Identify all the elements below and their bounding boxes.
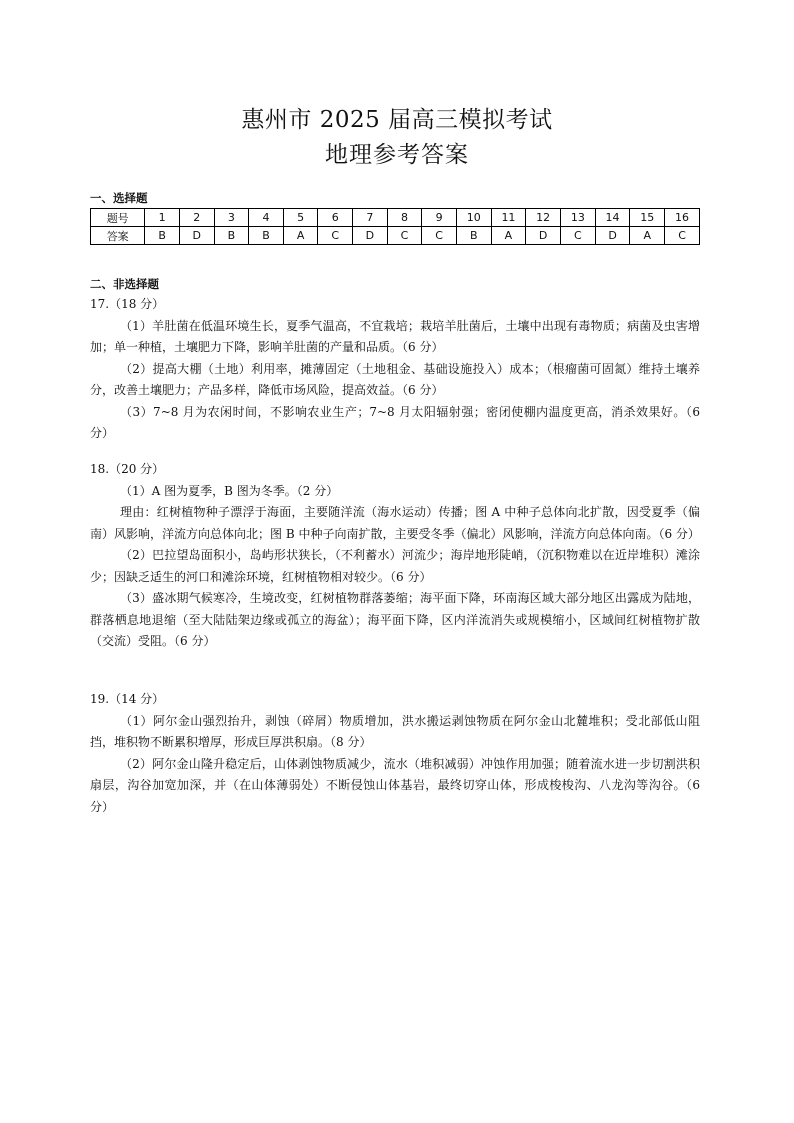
table-cell: 5 — [283, 209, 318, 227]
table-cell: 15 — [630, 209, 665, 227]
table-cell: 2 — [179, 209, 214, 227]
table-cell: C — [318, 227, 353, 245]
question-19-answer-1: （1）阿尔金山强烈抬升，剥蚀（碎屑）物质增加，洪水搬运剥蚀物质在阿尔金山北麓堆积；受北部低山阻挡，堆积物不断累积增厚，形成巨厚洪积扇。（8 分） — [90, 713, 700, 749]
table-cell: C — [422, 227, 457, 245]
question-17-heading: 17.（18 分） — [90, 297, 165, 311]
table-cell: 11 — [491, 209, 526, 227]
question-17-block — [90, 294, 700, 445]
section-choice-title: 一、选择题 — [90, 191, 148, 205]
table-cell: 1 — [145, 209, 180, 227]
question-18-answer-3: （3）盛冰期气候寒冷，生境改变，红树植物群落萎缩；海平面下降，环南海区域大部分地区出露成为陆地，群落栖息地退缩（至大陆陆架边缘或孤立的海盆）；海平面下降，区内洋流消失或规模缩小，区域间红树植物扩散（交流）受阻。（6 分） — [90, 591, 700, 648]
table-cell: D — [526, 227, 561, 245]
table-cell: 3 — [214, 209, 249, 227]
question-19-heading: 19.（14 分） — [90, 692, 165, 706]
table-cell: D — [179, 227, 214, 245]
question-18-heading: 18.（20 分） — [90, 462, 165, 476]
question-18-answer-2: （2）巴拉望岛面积小，岛屿形状狭长，（不利蓄水）河流少；海岸地形陡峭，（沉积物难以在近岸堆积）滩涂少；因缺乏适生的河口和滩涂环境，红树植物相对较少。（6 分） — [90, 548, 700, 584]
exam-subtitle: 地理参考答案 — [325, 142, 469, 168]
question-19-block — [90, 689, 700, 818]
table-row-numbers — [91, 209, 700, 227]
table-cell: B — [214, 227, 249, 245]
question-17-answer-3: （3）7~8 月为农闲时间，不影响农业生产；7~8 月太阳辐射强；密闭使棚内温度更高，消杀效果好。（6 分） — [90, 404, 700, 440]
table-cell: C — [387, 227, 422, 245]
table-cell: 16 — [665, 209, 700, 227]
question-18-reason: 理由：红树植物种子漂浮于海面，主要随洋流（海水运动）传播；图 A 中种子总体向北扩散，因受夏季（偏南）风影响，洋流方向总体向北；图 B 中种子向南扩散，主要受冬季（偏北）风影响，洋流方向总体向南。（6 分） — [90, 505, 700, 541]
table-cell: 6 — [318, 209, 353, 227]
question-17-answer-1: （1）羊肚菌在低温环境生长，夏季气温高，不宜栽培；栽培羊肚菌后，土壤中出现有毒物质；病菌及虫害增加；单一种植，土壤肥力下降，影响羊肚菌的产量和品质。（6 分） — [90, 318, 700, 354]
table-cell: 9 — [422, 209, 457, 227]
question-17-answer-2: （2）提高大棚（土地）利用率，摊薄固定（土地租金、基础设施投入）成本；（根瘤菌可固氮）维持土壤养分，改善土壤肥力；产品多样，降低市场风险，提高效益。（6 分） — [90, 361, 700, 397]
question-19-answer-2: （2）阿尔金山隆升稳定后，山体剥蚀物质减少，流水（堆积减弱）冲蚀作用加强；随着流水进一步切割洪积扇层，沟谷加宽加深，并（在山体薄弱处）不断侵蚀山体基岩，最终切穿山体，形成梭梭沟、八龙沟等沟谷。（6 分） — [90, 756, 700, 814]
table-cell: 10 — [456, 209, 491, 227]
table-row-answers — [91, 227, 700, 245]
question-18-answer-1: （1）A 图为夏季，B 图为冬季。（2 分） — [120, 483, 339, 498]
table-cell: B — [456, 227, 491, 245]
table-cell: 13 — [561, 209, 596, 227]
table-cell: 8 — [387, 209, 422, 227]
table-cell: D — [595, 227, 630, 245]
table-cell: A — [491, 227, 526, 245]
table-cell: 14 — [595, 209, 630, 227]
question-18-block — [90, 459, 700, 653]
section-nonchoice-title: 二、非选择题 — [90, 277, 159, 291]
table-cell: 7 — [353, 209, 388, 227]
table-cell: 4 — [249, 209, 284, 227]
table-cell: C — [665, 227, 700, 245]
table-cell: B — [249, 227, 284, 245]
table-cell: D — [353, 227, 388, 245]
table-cell: B — [145, 227, 180, 245]
table-cell: A — [630, 227, 665, 245]
table-cell: C — [561, 227, 596, 245]
choice-answer-table — [90, 208, 700, 245]
table-cell: A — [283, 227, 318, 245]
table-cell: 12 — [526, 209, 561, 227]
exam-title: 惠州市 2025 届高三模拟考试 — [241, 107, 553, 133]
row-label-number: 题号 — [91, 209, 145, 227]
row-label-answer: 答案 — [91, 227, 145, 245]
